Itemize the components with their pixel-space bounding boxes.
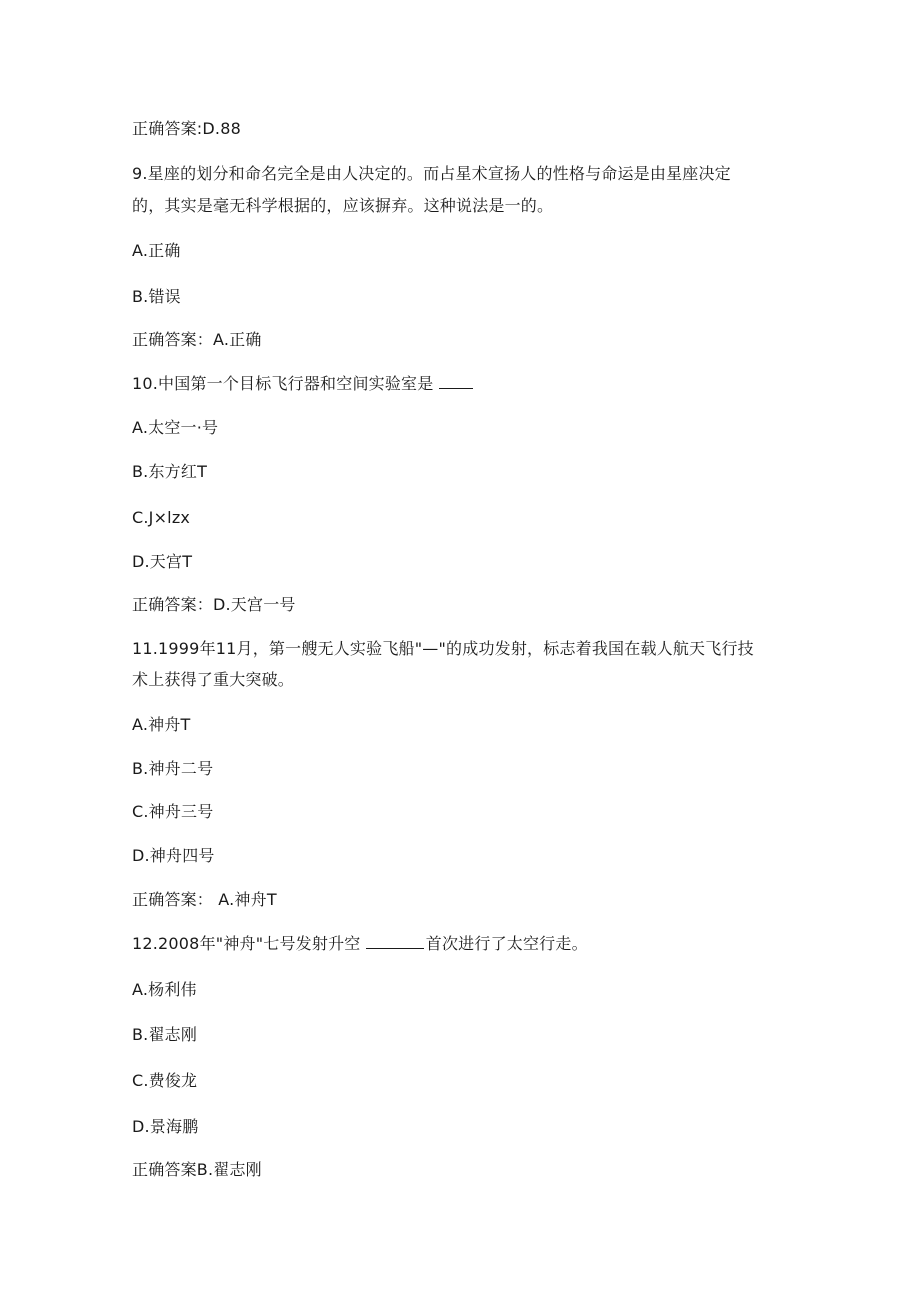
question-10-text: 10.中国第一个目标飞行器和空间实验室是 <box>132 374 434 393</box>
option-10-a: A.太空一·号 <box>132 418 219 437</box>
option-11-c: C.神舟三号 <box>132 802 214 821</box>
option-11-d: D.神舟四号 <box>132 846 215 865</box>
question-11-line-2: 术上获得了重大突破。 <box>132 670 295 689</box>
answer-q12: 正确答案B.翟志刚 <box>132 1160 262 1179</box>
answer-q10: 正确答案：D.天宫一号 <box>132 595 296 614</box>
question-9-line-2: 的，其实是毫无科学根据的，应该摒弃。这种说法是一的。 <box>132 196 554 215</box>
option-12-b: B.翟志刚 <box>132 1025 198 1044</box>
option-10-d: D.天宫T <box>132 552 193 571</box>
question-12-text-b: 首次进行了太空行走。 <box>425 934 588 953</box>
answer-blank <box>439 374 473 389</box>
question-11-line-1: 11.1999年11月，第一艘无人实验飞船"—"的成功发射，标志着我国在载人航天飞行技 <box>132 639 754 658</box>
option-12-c: C.费俊龙 <box>132 1071 198 1090</box>
question-12 <box>132 934 588 954</box>
option-12-d: D.景海鹏 <box>132 1117 199 1136</box>
option-10-c: C.J×lzx <box>132 508 191 527</box>
option-9-a: A.正确 <box>132 241 181 260</box>
question-9-line-1: 9.星座的划分和命名完全是由人决定的。而占星术宣扬人的性格与命运是由星座决定 <box>132 164 731 183</box>
option-9-b: B.错误 <box>132 287 181 306</box>
answer-q11: 正确答案： A.神舟T <box>132 890 277 909</box>
option-12-a: A.杨利伟 <box>132 980 197 999</box>
answer-blank <box>366 934 424 949</box>
answer-q9: 正确答案：A.正确 <box>132 330 262 349</box>
question-10 <box>132 374 473 394</box>
option-11-a: A.神舟T <box>132 715 191 734</box>
option-10-b: B.东方红T <box>132 462 208 481</box>
option-11-b: B.神舟二号 <box>132 759 214 778</box>
question-12-text-a: 12.2008年"神舟"七号发射升空 <box>132 934 366 953</box>
answer-q8: 正确答案:D.88 <box>132 119 241 138</box>
